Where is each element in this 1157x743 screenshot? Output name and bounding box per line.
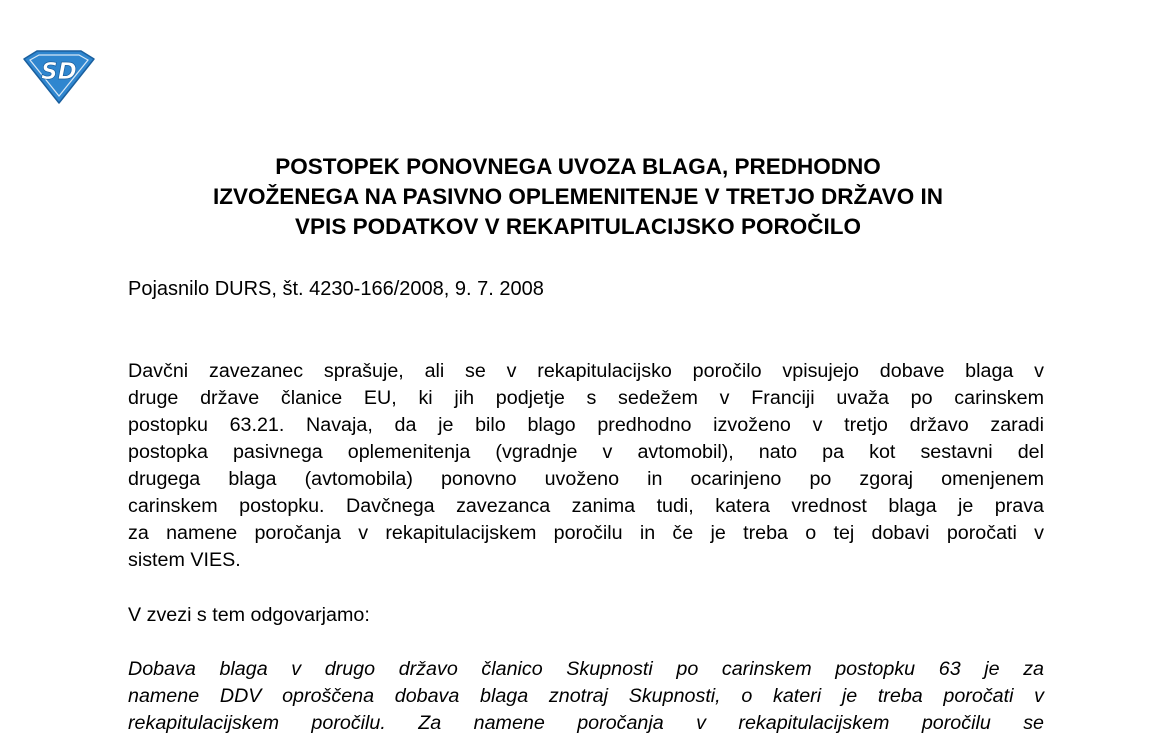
- title-line-1: POSTOPEK PONOVNEGA UVOZA BLAGA, PREDHODNO: [275, 154, 881, 179]
- paragraph-line: carinskem postopku. Davčnega zavezanca zanima tudi, katera vrednost blaga je prava: [128, 495, 1044, 517]
- logo-letters: SD: [41, 59, 77, 85]
- paragraph-line: postopka pasivnega oplemenitenja (vgradnje v avtomobil), nato pa kot sestavni del: [128, 441, 1044, 463]
- answer-paragraph: [128, 656, 1044, 737]
- document-reference: Pojasnilo DURS, št. 4230-166/2008, 9. 7. 2008: [128, 278, 544, 300]
- answer-intro: V zvezi s tem odgovarjamo:: [128, 604, 370, 626]
- sd-logo-icon: [22, 49, 96, 105]
- paragraph-line: namene DDV oproščena dobava blaga znotraj Skupnosti, o kateri je treba poročati v: [128, 685, 1044, 707]
- paragraph-line: sistem VIES.: [128, 549, 241, 571]
- paragraph-line: za namene poročanja v rekapitulacijskem poročilu in če je treba o tej dobavi poročati v: [128, 522, 1044, 544]
- title-line-3: VPIS PODATKOV V REKAPITULACIJSKO POROČILO: [295, 214, 861, 239]
- paragraph-line: Dobava blaga v drugo državo članico Skupnosti po carinskem postopku 63 je za: [128, 658, 1044, 680]
- paragraph-line: drugega blaga (avtomobila) ponovno uvoženo in ocarinjeno po zgoraj omenjenem: [128, 468, 1044, 490]
- title-line-2: IZVOŽENEGA NA PASIVNO OPLEMENITENJE V TRETJO DRŽAVO IN: [212, 184, 944, 209]
- document-title: [108, 152, 1048, 242]
- paragraph-line: rekapitulacijskem poročilu. Za namene poročanja v rekapitulacijskem poročilu se: [128, 712, 1044, 734]
- paragraph-line: postopku 63.21. Navaja, da je bilo blago predhodno izvoženo v tretjo državo zaradi: [128, 414, 1044, 436]
- paragraph-line: druge države članice EU, ki jih podjetje s sedežem v Franciji uvaža po carinskem: [128, 387, 1044, 409]
- paragraph-line: Davčni zavezanec sprašuje, ali se v rekapitulacijsko poročilo vpisujejo dobave blaga v: [128, 360, 1044, 382]
- question-paragraph: [128, 358, 1044, 574]
